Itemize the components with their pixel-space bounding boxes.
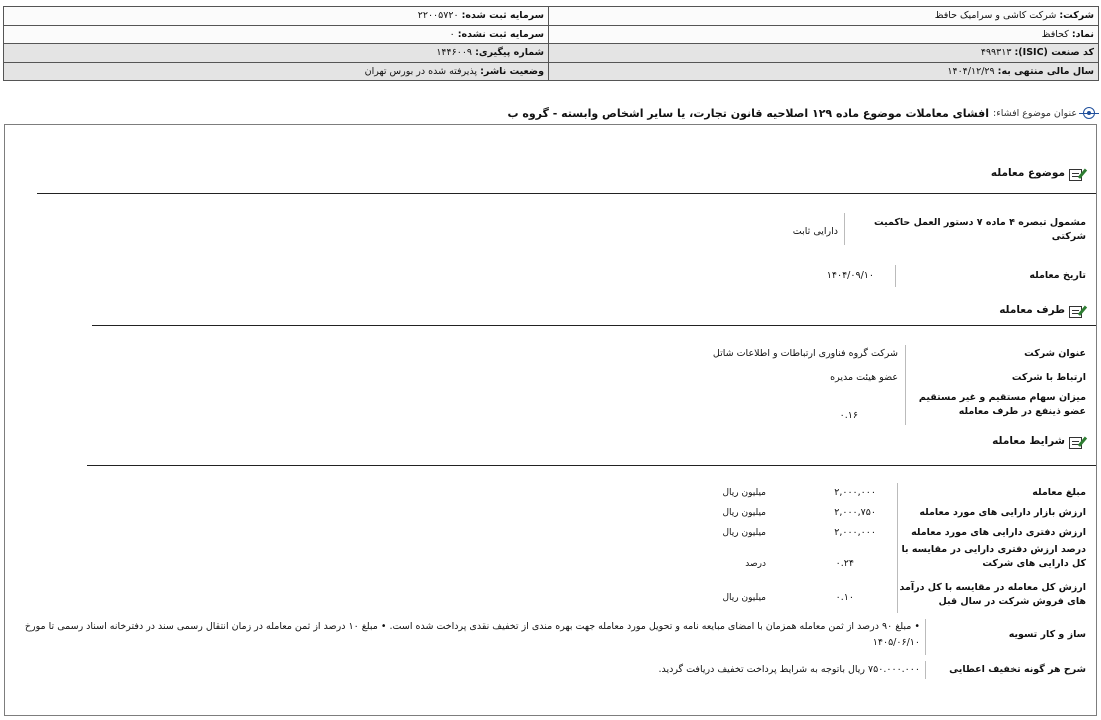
info-row [4, 44, 1099, 63]
fiscal-year-value: ۱۴۰۴/۱۲/۲۹ [947, 65, 995, 77]
transaction-date-label: تاریخ معامله [1029, 270, 1086, 281]
book-value-unit: میلیون ریال [722, 528, 766, 538]
field-separator [844, 213, 845, 245]
amount-unit: میلیون ریال [722, 488, 766, 498]
clause-label: مشمول تبصره ۴ ماده ۷ دستور العمل حاکمیت شرکتی [874, 217, 1086, 242]
symbol-cell: نماد: کحافظ [549, 25, 1099, 44]
clause-value: دارایی ثابت [792, 226, 838, 237]
subject-prefix: عنوان موضوع افشاء: [993, 107, 1077, 119]
info-row [4, 7, 1099, 26]
section-title: طرف معامله [999, 304, 1065, 316]
disclosure-content-frame [4, 124, 1097, 716]
field-separator [925, 661, 926, 679]
revenue-ratio-unit: میلیون ریال [722, 593, 766, 603]
section-counterparty [999, 302, 1086, 318]
share-value: ۰.۱۶ [839, 410, 858, 421]
section-terms [992, 433, 1086, 449]
book-value-percent-unit: درصد [745, 559, 766, 569]
amount-label: مبلغ معامله [1032, 487, 1086, 498]
fiscal-year-cell: سال مالی منتهی به: ۱۴۰۴/۱۲/۲۹ [549, 62, 1099, 81]
revenue-ratio-value: ۰.۱۰ [835, 592, 854, 603]
counterparty-name-label: عنوان شرکت [1024, 348, 1086, 359]
capital-registered-value: ۲۲۰۰۵۷۲۰ [417, 10, 459, 22]
book-value-value: ۲,۰۰۰,۰۰۰ [834, 527, 876, 538]
field-separator [905, 345, 906, 425]
market-value-unit: میلیون ریال [722, 508, 766, 518]
tracking-cell: شماره پیگیری: ۱۴۴۶۰۰۹ [4, 44, 549, 63]
edit-note-icon [1069, 165, 1086, 181]
amount-value: ۲,۰۰۰,۰۰۰ [834, 487, 876, 498]
isic-cell: کد صنعت (ISIC): ۴۹۹۳۱۳ [549, 44, 1099, 63]
info-row [4, 62, 1099, 81]
settlement-label: ساز و کار تسویه [1008, 629, 1086, 640]
field-separator [897, 483, 898, 613]
section-title: شرایط معامله [992, 435, 1065, 447]
isic-value: ۴۹۹۳۱۳ [980, 47, 1012, 59]
disclosure-subject [4, 104, 1097, 122]
section-divider [37, 193, 1096, 194]
discount-text: ۷۵۰.۰۰۰.۰۰۰ ریال باتوجه به شرایط پرداخت تخفیف دریافت گردید. [658, 664, 920, 675]
section-divider [87, 465, 1096, 466]
capital-unregistered-cell: سرمایه ثبت نشده: ۰ [4, 25, 549, 44]
publisher-status-value: پذیرفته شده در بورس تهران [364, 65, 478, 77]
edit-note-icon [1069, 433, 1086, 449]
discount-label: شرح هر گونه تخفیف اعطایی [949, 664, 1086, 675]
settlement-text: • مبلغ ۹۰ درصد از ثمن معامله همزمان با امضای مبایعه نامه و تحویل مورد معامله جهت بهره مندی از تخفیف نقدی پرداخت شده است. • مبلغ ۱۰ درصد از ثمن معامله در زمان انتقال رسمی سند در دفترخانه اسناد رسمی تا مورخ ۱۴۰۵/۰۶/۱۰ [24, 621, 920, 648]
counterparty-name-value: شرکت گروه فناوری ارتباطات و اطلاعات شاتل [712, 348, 898, 359]
section-divider [92, 325, 1096, 326]
symbol-value: کحافظ [1041, 28, 1069, 40]
relation-label: ارتباط با شرکت [1011, 372, 1086, 383]
book-value-percent-label: درصد ارزش دفتری دارایی در مقایسه با کل دارایی های شرکت [901, 544, 1086, 569]
book-value-percent-value: ۰.۲۴ [835, 558, 854, 569]
revenue-ratio-label: ارزش کل معامله در مقایسه با کل درآمد های فروش شرکت در سال قبل [899, 582, 1086, 607]
field-separator [895, 265, 896, 287]
company-info-table [3, 6, 1099, 81]
book-value-label: ارزش دفتری دارایی های مورد معامله [911, 527, 1086, 538]
transaction-date-value: ۱۴۰۴/۰۹/۱۰ [826, 270, 874, 281]
target-bullet-icon [1081, 105, 1097, 121]
market-value-label: ارزش بازار دارایی های مورد معامله [919, 507, 1086, 518]
section-title: موضوع معامله [990, 167, 1065, 179]
company-cell: شرکت: شرکت کاشی و سرامیک حافظ [549, 7, 1099, 26]
tracking-value: ۱۴۴۶۰۰۹ [436, 47, 473, 59]
relation-value: عضو هیئت مدیره [830, 372, 898, 383]
capital-unregistered-value: ۰ [449, 28, 455, 40]
capital-registered-cell: سرمایه ثبت شده: ۲۲۰۰۵۷۲۰ [4, 7, 549, 26]
field-separator [925, 619, 926, 655]
market-value-value: ۲,۰۰۰,۷۵۰ [834, 507, 876, 518]
company-name: شرکت کاشی و سرامیک حافظ [934, 10, 1057, 22]
publisher-status-cell: وضعیت ناشر: پذیرفته شده در بورس تهران [4, 62, 549, 81]
edit-note-icon [1069, 302, 1086, 318]
share-label: میزان سهام مستقیم و غیر مستقیم عضو ذینفع در طرف معامله [918, 392, 1086, 417]
subject-title: افشای معاملات موضوع ماده ۱۲۹ اصلاحیه قانون تجارت، یا سایر اشخاص وابسته - گروه ب [507, 106, 990, 120]
section-transaction-subject [991, 165, 1086, 181]
info-row [4, 25, 1099, 44]
